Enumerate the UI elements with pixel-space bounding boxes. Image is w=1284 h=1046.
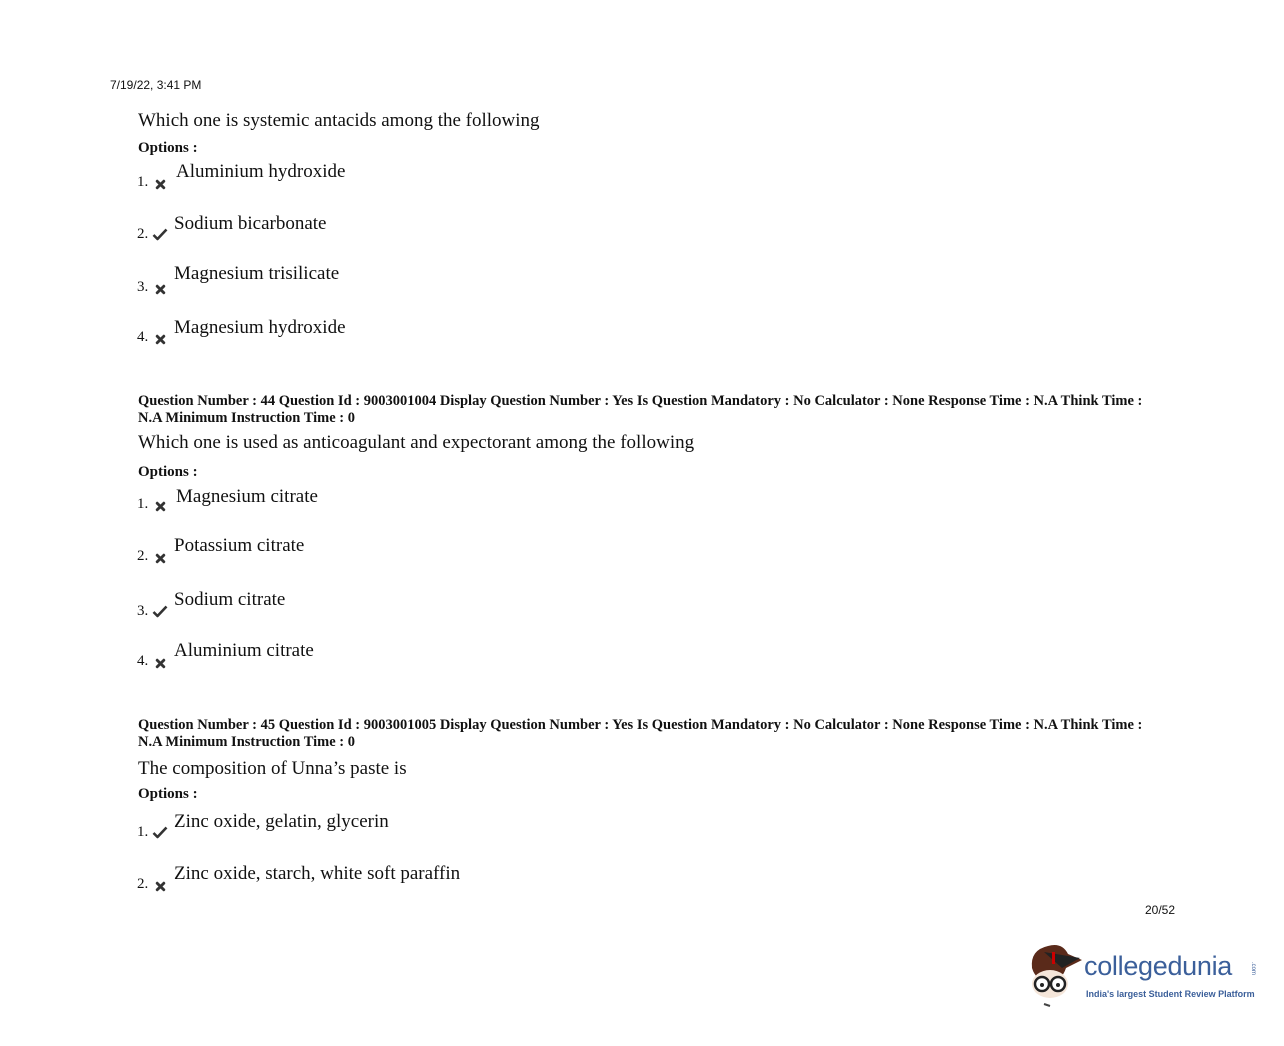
- logo-brand-text: collegedunia: [1084, 951, 1233, 981]
- cross-icon: [155, 177, 169, 191]
- question-text: Which one is used as anticoagulant and expectorant among the following: [138, 432, 695, 453]
- option-number: 4.: [137, 653, 149, 669]
- option-text: Aluminium hydroxide: [176, 161, 346, 182]
- cross-icon: [155, 551, 169, 565]
- option-text: Zinc oxide, gelatin, glycerin: [174, 811, 389, 832]
- question-text: The composition of Unna’s paste is: [138, 758, 407, 779]
- option-number: 1.: [137, 174, 149, 190]
- question-meta: Question Number : 45 Question Id : 9003001005 Display Question Number : Yes Is Question Mandatory : No Calculator : None Response Time : N.A Think Time : N.A Minimum Instruction Time : 0: [138, 717, 1143, 750]
- option-number: 3.: [137, 279, 149, 295]
- option-number: 4.: [137, 329, 149, 345]
- print-timestamp: 7/19/22, 3:41 PM: [110, 78, 202, 92]
- option-text: Magnesium trisilicate: [174, 263, 340, 284]
- option-text: Sodium citrate: [174, 589, 286, 610]
- options-label: Options :: [138, 140, 198, 156]
- cross-icon: [155, 499, 169, 513]
- option-number: 3.: [137, 603, 149, 619]
- option-text: Potassium citrate: [174, 535, 305, 556]
- page-number: 20/52: [1145, 903, 1176, 917]
- question-meta: Question Number : 44 Question Id : 9003001004 Display Question Number : Yes Is Question Mandatory : No Calculator : None Response Time : N.A Think Time : N.A Minimum Instruction Time : 0: [138, 393, 1143, 426]
- option-text: Aluminium citrate: [174, 640, 314, 661]
- option-text: Zinc oxide, starch, white soft paraffin: [174, 863, 461, 884]
- option-number: 2.: [137, 876, 149, 892]
- option-number: 2.: [137, 226, 149, 242]
- option-number: 1.: [137, 824, 149, 840]
- cross-icon: [155, 656, 169, 670]
- check-icon: [152, 605, 166, 619]
- option-text: Magnesium citrate: [176, 486, 318, 507]
- cross-icon: [155, 282, 169, 296]
- logo-suffix-text: .com: [1250, 962, 1256, 976]
- option-number: 2.: [137, 548, 149, 564]
- option-text: Magnesium hydroxide: [174, 317, 346, 338]
- option-number: 1.: [137, 496, 149, 512]
- options-label: Options :: [138, 786, 198, 802]
- check-icon: [152, 228, 166, 242]
- option-text: Sodium bicarbonate: [174, 213, 327, 234]
- cross-icon: [155, 332, 169, 346]
- check-icon: [152, 826, 166, 840]
- options-label: Options :: [138, 464, 198, 480]
- cross-icon: [155, 879, 169, 893]
- question-text: Which one is systemic antacids among the following: [138, 110, 540, 131]
- mascot-icon: [1022, 938, 1086, 1010]
- logo-tagline: India's largest Student Review Platform: [1086, 989, 1255, 999]
